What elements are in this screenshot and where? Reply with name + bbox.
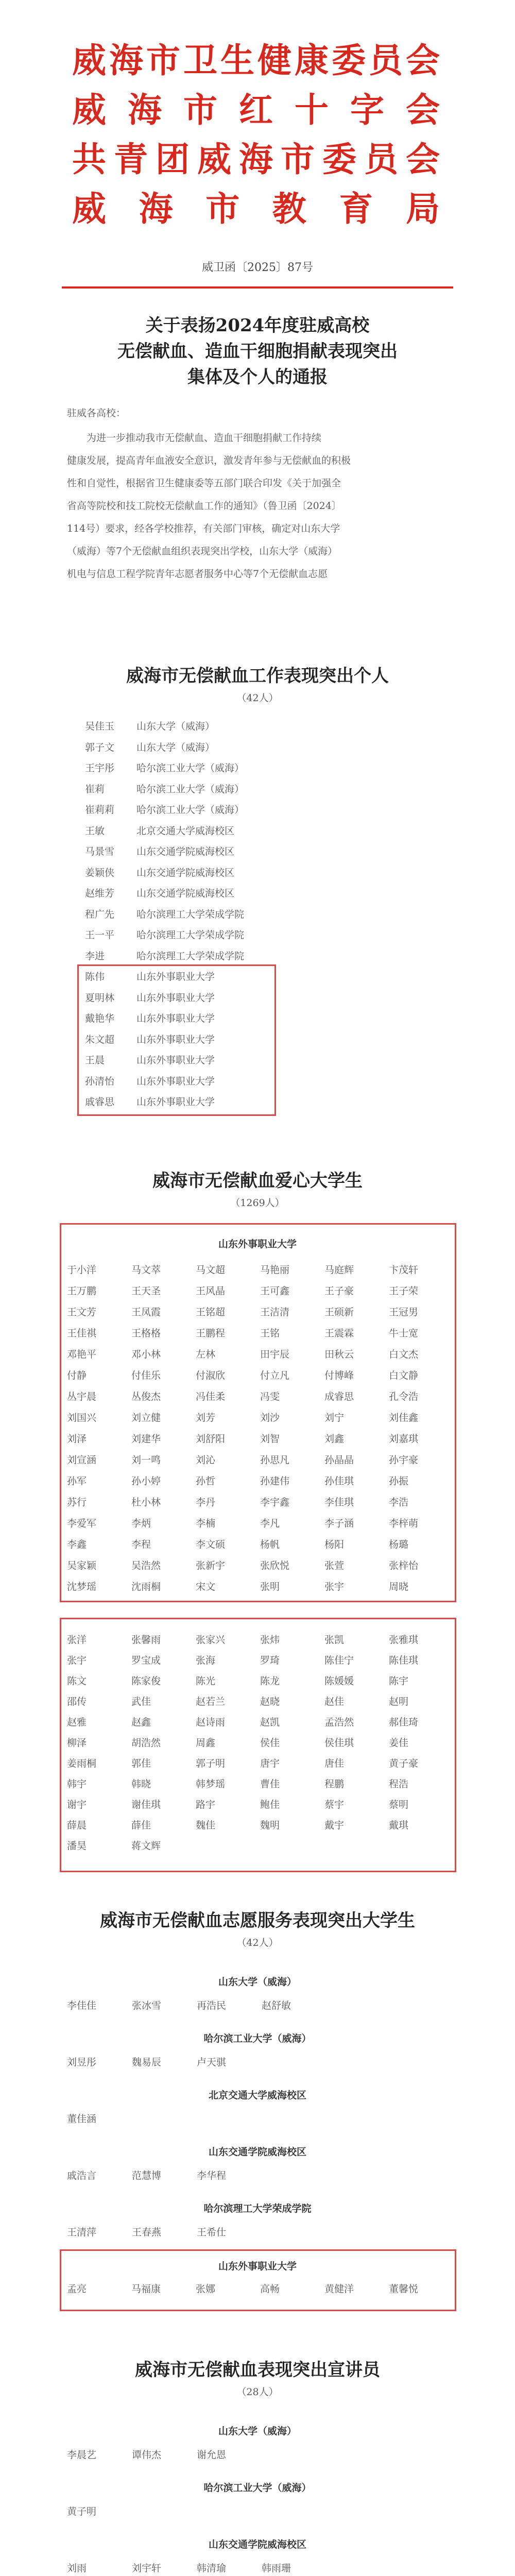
list-item: 朱文超 山东外事职业大学 [85, 1033, 215, 1045]
person-name: 杨璐 [389, 1539, 409, 1550]
person-name: 白文静 [389, 1370, 419, 1381]
list-item: 夏明林 山东外事职业大学 [85, 992, 215, 1004]
person-name: 马福康 [131, 2283, 161, 2295]
person-name: 马文超 [196, 1264, 226, 1276]
school-heading: 哈尔滨工业大学（威海） [203, 2482, 312, 2494]
name-grid [67, 2111, 386, 2125]
body-line: 性和自觉性，根据省卫生健康委等五部门联合印发《关于加强全 [67, 478, 341, 489]
person-name: 卢天骐 [197, 2057, 227, 2068]
person-name: 孙思凡 [260, 1454, 290, 1466]
person-name: 付博峰 [324, 1370, 354, 1381]
person-name: 郝佳琦 [389, 1717, 419, 1728]
person-name: 唐佳 [324, 1758, 345, 1769]
empty-cell [389, 1838, 448, 1852]
person-name: 黄子明 [67, 2506, 97, 2517]
person-name: 魏佳 [196, 1820, 216, 1831]
school-heading: 山东外事职业大学 [218, 2261, 297, 2272]
person-name: 李浩 [389, 1497, 409, 1508]
person-name: 柳泽 [67, 1737, 87, 1749]
person-name: 付静 [67, 1370, 87, 1381]
person-name: 刘芳 [196, 1412, 216, 1423]
person-name: 孔令浩 [389, 1391, 419, 1402]
school-heading: 山东大学（威海） [218, 1976, 297, 1988]
school-heading: 哈尔滨理工大学荣成学院 [203, 2203, 312, 2214]
person-name: 王佳祺 [67, 1328, 97, 1339]
section-title-speakers: 威海市无偿献血表现突出宣讲员 [135, 2360, 380, 2380]
person-name: 刘一鸣 [131, 1454, 161, 1466]
person-name: 刘立健 [131, 1412, 161, 1423]
issuer-org-2: 威海市红十字会 [72, 90, 443, 130]
person-name: 李子涵 [324, 1518, 354, 1529]
person-name: 吴家颖 [67, 1560, 97, 1571]
list-item: 赵维芳 山东交通学院威海校区 [85, 888, 235, 899]
person-name: 蔡明 [389, 1799, 409, 1810]
person-name: 陈光 [196, 1675, 216, 1687]
person-name: 张炜 [260, 1634, 280, 1646]
person-name: 程鹏 [324, 1778, 345, 1790]
person-name: 韩宇 [67, 1778, 87, 1790]
person-name: 谭伟杰 [132, 2449, 162, 2461]
person-name: 丛宇晨 [67, 1391, 97, 1402]
name-grid [67, 2225, 386, 2239]
person-name: 王铭超 [196, 1307, 226, 1318]
school-heading: 哈尔滨工业大学（威海） [203, 2033, 312, 2044]
person-name: 冯雯 [260, 1391, 280, 1402]
list-item: 崔莉莉 哈尔滨工业大学（威海） [85, 804, 245, 816]
person-name: 张凯 [324, 1634, 345, 1646]
person-name: 宋文 [196, 1581, 216, 1592]
person-name: 张雅琪 [389, 1634, 419, 1646]
list-item: 戚睿思 山东外事职业大学 [85, 1096, 215, 1108]
person-name: 赵雅 [67, 1717, 87, 1728]
person-name: 李程 [131, 1539, 151, 1550]
person-name: 刘宣涵 [67, 1454, 97, 1466]
person-name: 邵传 [67, 1696, 87, 1707]
person-name: 白文杰 [389, 1349, 419, 1360]
person-name: 付佳乐 [131, 1370, 161, 1381]
person-name: 谢允恩 [197, 2449, 227, 2461]
person-name: 周晓 [389, 1581, 409, 1592]
person-name: 苏行 [67, 1497, 87, 1508]
document-number: 威卫函〔2025〕87号 [202, 261, 313, 274]
person-name: 刘嘉琪 [389, 1433, 419, 1445]
list-item: 吴佳玉 山东大学（威海） [85, 721, 215, 732]
person-name: 张娜 [196, 2283, 216, 2295]
person-name: 冯佳柔 [196, 1391, 226, 1402]
list-item: 马景雪 山东交通学院威海校区 [85, 846, 235, 857]
section-title-caring-students: 威海市无偿献血爱心大学生 [152, 1171, 363, 1191]
person-name: 孟亮 [67, 2283, 87, 2295]
person-name: 孙小婷 [131, 1476, 161, 1487]
body-line: （威海）等7个无偿献血组织表现突出学校，山东大学（威海） [67, 546, 338, 557]
person-name: 马庭辉 [324, 1264, 354, 1276]
person-name: 王凤霞 [131, 1307, 161, 1318]
section-count: （1269人） [230, 1197, 285, 1209]
list-item: 王敏 北京交通大学威海校区 [85, 825, 235, 837]
person-name: 魏易辰 [132, 2057, 162, 2068]
person-name: 谢宇 [67, 1799, 87, 1810]
header-divider [62, 286, 453, 289]
name-grid [67, 1998, 386, 2012]
person-name: 王清萍 [67, 2227, 97, 2238]
person-name: 曹佳 [260, 1778, 280, 1790]
person-name: 张冰雪 [132, 2000, 162, 2011]
person-name: 程浩 [389, 1778, 409, 1790]
person-name: 刘舒阳 [196, 1433, 226, 1445]
school-heading: 北京交通大学威海校区 [208, 2090, 306, 2101]
person-name: 沈雨桐 [131, 1581, 161, 1592]
person-name: 刘佳鑫 [389, 1412, 419, 1423]
person-name: 李晨艺 [67, 2449, 97, 2461]
person-name: 赵明 [389, 1696, 409, 1707]
person-name: 王震霖 [324, 1328, 354, 1339]
issuer-org-4: 威海市教育局 [72, 189, 443, 229]
person-name: 董馨悦 [389, 2283, 419, 2295]
person-name: 赵佳 [324, 1696, 345, 1707]
person-name: 孙军 [67, 1476, 87, 1487]
person-name: 赵舒敏 [262, 2000, 291, 2011]
person-name: 戴宇 [324, 1820, 345, 1831]
person-name: 薛晨 [67, 1820, 87, 1831]
list-item: 戴艳华 山东外事职业大学 [85, 1013, 215, 1024]
person-name: 唐宇 [260, 1758, 280, 1769]
list-item: 王宇彤 哈尔滨工业大学（威海） [85, 762, 245, 774]
person-name: 李佳琪 [324, 1497, 354, 1508]
person-name: 王铭 [260, 1328, 280, 1339]
person-name: 罗琦 [260, 1655, 280, 1666]
person-name: 陈媛媛 [324, 1675, 354, 1687]
empty-cell [196, 1838, 255, 1852]
person-name: 赵晓 [260, 1696, 280, 1707]
person-name: 张明 [260, 1581, 280, 1592]
person-name: 沈梦瑶 [67, 1581, 97, 1592]
person-name: 陈宇 [389, 1675, 409, 1687]
highlight-box [77, 964, 276, 1116]
person-name: 罗宝成 [131, 1655, 161, 1666]
person-name: 孙佳琪 [324, 1476, 354, 1487]
school-heading: 山东交通学院威海校区 [208, 2539, 306, 2550]
person-name: 陈文 [67, 1675, 87, 1687]
person-name: 杨帆 [260, 1539, 280, 1550]
person-name: 李佳佳 [67, 2000, 97, 2011]
body-line: 机电与信息工程学院青年志愿者服务中心等7个无偿献血志愿 [67, 568, 328, 580]
person-name: 丛俊杰 [131, 1391, 161, 1402]
person-name: 李鑫 [67, 1539, 87, 1550]
person-name: 刘泽 [67, 1433, 87, 1445]
person-name: 姜雨桐 [67, 1758, 97, 1769]
person-name: 薛佳 [131, 1820, 151, 1831]
person-name: 成睿思 [324, 1391, 354, 1402]
person-name: 王子荣 [389, 1285, 419, 1297]
person-name: 王风晶 [196, 1285, 226, 1297]
person-name: 卞茂轩 [389, 1264, 419, 1276]
person-name: 侯佳琪 [324, 1737, 354, 1749]
body-line: 为进一步推动我市无偿献血、造血干细胞捐献工作持续 [87, 432, 322, 444]
list-item: 崔莉 哈尔滨工业大学（威海） [85, 783, 245, 795]
section-title-volunteer-students: 威海市无偿献血志愿服务表现突出大学生 [100, 1910, 415, 1931]
person-name: 王洁清 [260, 1307, 290, 1318]
person-name: 刘宁 [324, 1412, 345, 1423]
person-name: 牛士宽 [389, 1328, 419, 1339]
person-name: 高畅 [260, 2283, 280, 2295]
person-name: 戚浩言 [67, 2170, 97, 2181]
body-line: 省高等院校和技工院校无偿献血工作的通知》（鲁卫函〔2024〕 [67, 500, 341, 512]
person-name: 邓小林 [131, 1349, 161, 1360]
empty-cell [260, 1838, 319, 1852]
person-name: 谢佳琪 [131, 1799, 161, 1810]
person-name: 郭子明 [196, 1758, 226, 1769]
person-name: 鲍佳 [260, 1799, 280, 1810]
person-name: 韩梦瑶 [196, 1778, 226, 1790]
person-name: 李丹 [196, 1497, 216, 1508]
person-name: 张家兴 [196, 1634, 226, 1646]
empty-cell [324, 1838, 384, 1852]
person-name: 陈佳宁 [324, 1655, 354, 1666]
issuer-org-1: 威海市卫生健康委员会 [72, 40, 443, 80]
list-item: 李进 哈尔滨理工大学荣成学院 [85, 950, 245, 962]
person-name: 李炳 [131, 1518, 151, 1529]
name-grid [67, 2561, 386, 2574]
person-name: 马文萃 [131, 1264, 161, 1276]
person-name: 张海 [196, 1655, 216, 1666]
person-name: 侯佳 [260, 1737, 280, 1749]
person-name: 蔡宇 [324, 1799, 345, 1810]
person-name: 张梓怡 [389, 1560, 419, 1571]
notice-title-line-1: 关于表扬2024年度驻威高校 [145, 315, 370, 336]
person-name: 刘国兴 [67, 1412, 97, 1423]
person-name: 董佳涵 [67, 2113, 97, 2125]
section-count: （42人） [236, 692, 279, 704]
person-name: 路宇 [196, 1799, 216, 1810]
person-name: 张宇 [324, 1581, 345, 1592]
person-name: 邓艳平 [67, 1349, 97, 1360]
person-name: 胡浩然 [131, 1737, 161, 1749]
person-name: 张馨雨 [131, 1634, 161, 1646]
school-heading: 山东大学（威海） [218, 2426, 297, 2437]
person-name: 付淑欣 [196, 1370, 226, 1381]
notice-title-line-2: 无偿献血、造血干细胞捐献表现突出 [117, 341, 398, 362]
person-name: 赵鑫 [131, 1717, 151, 1728]
person-name: 张欣悦 [260, 1560, 290, 1571]
person-name: 韩晓 [131, 1778, 151, 1790]
person-name: 王天圣 [131, 1285, 161, 1297]
person-name: 于小洋 [67, 1264, 97, 1276]
person-name: 李华程 [197, 2170, 227, 2181]
person-name: 魏明 [260, 1820, 280, 1831]
person-name: 潘昊 [67, 1840, 87, 1852]
section-title-outstanding-individuals: 威海市无偿献血工作表现突出个人 [126, 666, 389, 686]
salutation: 驻威各高校： [67, 408, 126, 419]
person-name: 王万鹏 [67, 1285, 97, 1297]
person-name: 付立凡 [260, 1370, 290, 1381]
name-grid [67, 2281, 448, 2295]
person-name: 刘鑫 [324, 1433, 345, 1445]
school-heading: 山东交通学院威海校区 [208, 2146, 306, 2158]
person-name: 刘宇轩 [132, 2563, 162, 2574]
person-name: 赵凯 [260, 1717, 280, 1728]
person-name: 蒋文辉 [131, 1840, 161, 1852]
list-item: 王一平 哈尔滨理工大学荣成学院 [85, 929, 245, 941]
person-name: 刘雨 [67, 2563, 87, 2574]
list-item: 孙清怡 山东外事职业大学 [85, 1075, 215, 1087]
person-name: 陈佳琪 [389, 1655, 419, 1666]
body-line: 114号）要求，经各学校推荐，有关部门审核，确定对山东大学 [67, 523, 340, 534]
name-grid [67, 1262, 448, 1593]
person-name: 韩雨珊 [262, 2563, 291, 2574]
person-name: 范慧博 [132, 2170, 162, 2181]
list-item: 陈伟 山东外事职业大学 [85, 971, 215, 982]
person-name: 张宇 [67, 1655, 87, 1666]
person-name: 李爱军 [67, 1518, 97, 1529]
body-line: 健康发展，提高青年血液安全意识，激发青年参与无偿献血的积极 [67, 455, 351, 466]
person-name: 杨阳 [324, 1539, 345, 1550]
person-name: 王冠男 [389, 1307, 419, 1318]
person-name: 刘智 [260, 1433, 280, 1445]
person-name: 孟浩然 [324, 1717, 354, 1728]
person-name: 张洋 [67, 1634, 87, 1646]
person-name: 王可鑫 [260, 1285, 290, 1297]
person-name: 左林 [196, 1349, 216, 1360]
list-item: 程广先 哈尔滨理工大学荣成学院 [85, 908, 245, 920]
person-name: 刘沙 [260, 1412, 280, 1423]
name-grid [67, 2168, 386, 2182]
person-name: 陈家俊 [131, 1675, 161, 1687]
person-name: 孙宇豪 [389, 1454, 419, 1466]
person-name: 马艳丽 [260, 1264, 290, 1276]
person-name: 王硕新 [324, 1307, 354, 1318]
person-name: 李楠 [196, 1518, 216, 1529]
person-name: 赵若兰 [196, 1696, 226, 1707]
person-name: 王子豪 [324, 1285, 354, 1297]
person-name: 韩清瑜 [197, 2563, 227, 2574]
name-grid [67, 2504, 386, 2518]
person-name: 黄子豪 [389, 1758, 419, 1769]
person-name: 刘沁 [196, 1454, 216, 1466]
notice-title-line-3: 集体及个人的通报 [187, 367, 328, 387]
person-name: 李梓萌 [389, 1518, 419, 1529]
person-name: 戴琪 [389, 1820, 409, 1831]
person-name: 李凡 [260, 1518, 280, 1529]
person-name: 孙哲 [196, 1476, 216, 1487]
person-name: 孙建伟 [260, 1476, 290, 1487]
person-name: 刘建华 [131, 1433, 161, 1445]
person-name: 姜佳 [389, 1737, 409, 1749]
person-name: 吴浩然 [131, 1560, 161, 1571]
person-name: 黄健洋 [324, 2283, 354, 2295]
name-grid [67, 1632, 448, 1852]
person-name: 王春燕 [132, 2227, 162, 2238]
person-name: 孙晶晶 [324, 1454, 354, 1466]
person-name: 李文硕 [196, 1539, 226, 1550]
person-name: 再浩民 [197, 2000, 227, 2011]
person-name: 杜小林 [131, 1497, 161, 1508]
person-name: 张新宇 [196, 1560, 226, 1571]
person-name: 王鹏程 [196, 1328, 226, 1339]
section-count: （28人） [236, 2386, 279, 2398]
person-name: 武佳 [131, 1696, 151, 1707]
list-item: 王晨 山东外事职业大学 [85, 1055, 215, 1066]
person-name: 李宇鑫 [260, 1497, 290, 1508]
person-name: 周鑫 [196, 1737, 216, 1749]
school-heading: 山东外事职业大学 [218, 1239, 297, 1250]
person-name: 王希仕 [197, 2227, 227, 2238]
list-item: 姜颖侠 山东交通学院威海校区 [85, 867, 235, 878]
person-name: 郭佳 [131, 1758, 151, 1769]
name-grid [67, 2055, 386, 2069]
person-name: 陈龙 [260, 1675, 280, 1687]
person-name: 王格格 [131, 1328, 161, 1339]
person-name: 孙振 [389, 1476, 409, 1487]
person-name: 张萱 [324, 1560, 345, 1571]
person-name: 赵诗雨 [196, 1717, 226, 1728]
person-name: 田宇辰 [260, 1349, 290, 1360]
name-grid [67, 2447, 386, 2461]
person-name: 田秋云 [324, 1349, 354, 1360]
issuer-org-3: 共青团威海市委员会 [72, 139, 443, 179]
section-count: （42人） [236, 1937, 279, 1948]
person-name: 刘昱彤 [67, 2057, 97, 2068]
list-item: 郭子文 山东大学（威海） [85, 741, 215, 753]
person-name: 王文芳 [67, 1307, 97, 1318]
